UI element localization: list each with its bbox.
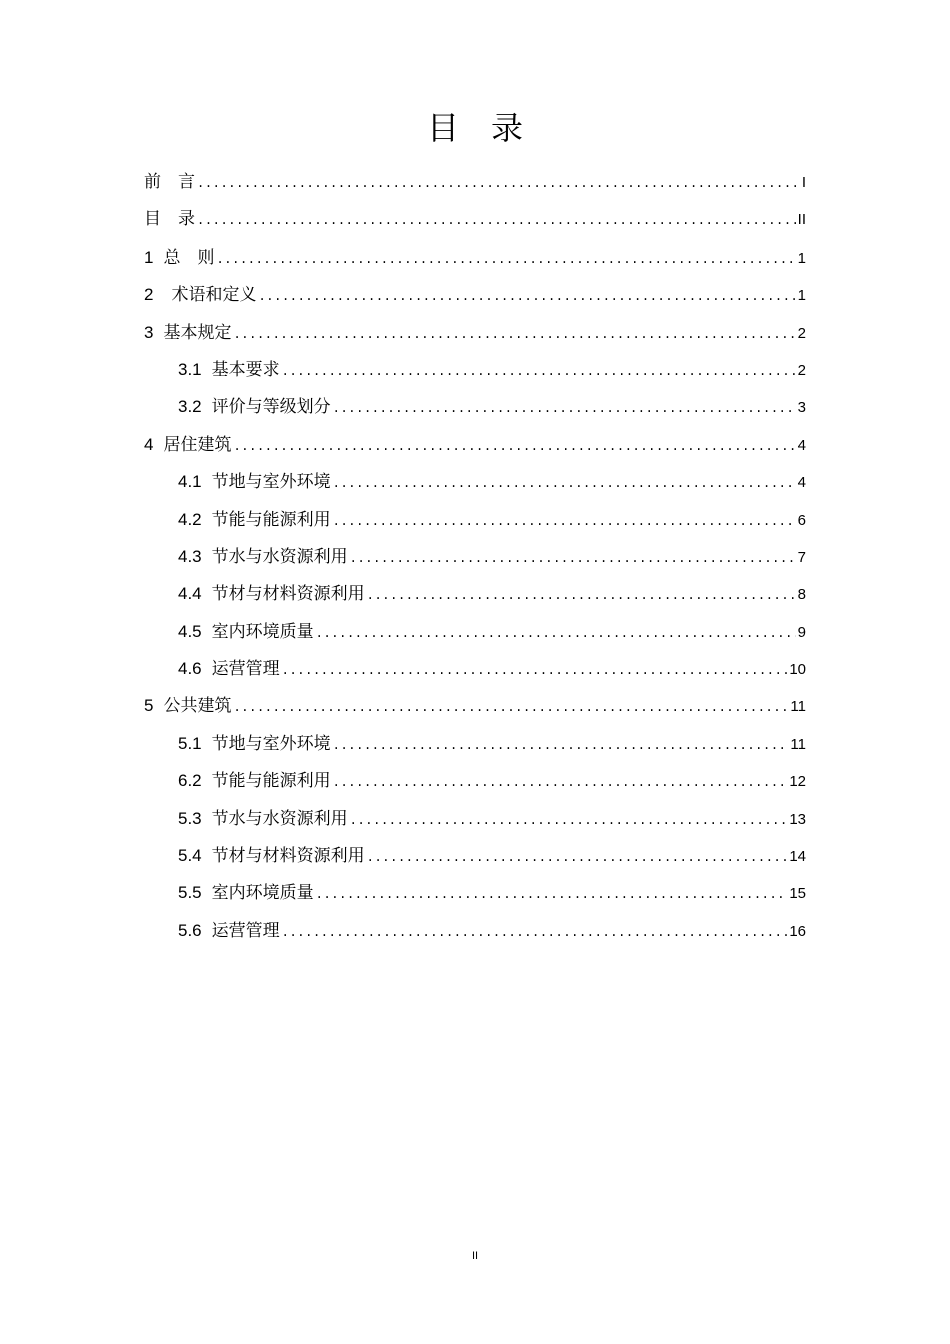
toc-leader-dots [316,876,788,913]
toc-entry-number: 2 [144,285,154,305]
toc-entry-label: 评价与等级划分 [211,397,331,418]
toc-entry-label: 节能与能源利用 [211,509,331,530]
toc-entry-label: 公共建筑 [163,696,232,717]
toc-leader-dots [233,428,795,465]
toc-entry-label: 运营管理 [211,659,280,680]
toc-entry-4[interactable] [144,426,806,463]
toc-entry-contents[interactable] [144,201,806,238]
toc-entry-5[interactable] [144,687,806,724]
toc-entry-label: 前 言 [144,172,195,192]
toc-leader-dots [367,839,788,876]
toc-entry-page: I [801,174,806,191]
toc-entry-number: 4.6 [178,659,202,679]
toc-entry-page: 6 [797,511,806,529]
toc-leader-dots [282,353,796,390]
toc-entry-page: 4 [797,474,806,492]
toc-entry-page: 1 [797,249,806,267]
toc-entry-number: 3.1 [178,359,202,379]
toc-entry-1[interactable] [144,239,806,276]
toc-entry-label: 基本规定 [163,322,232,343]
toc-entry-number: 5.6 [178,920,202,940]
toc-entry-4-1[interactable] [144,463,806,500]
toc-entry-number: 6.2 [178,771,202,791]
toc-entry-page: 8 [797,586,806,604]
toc-entry-number: 5.1 [178,733,202,753]
toc-leader-dots [233,689,788,726]
toc-entry-label: 运营管理 [211,920,280,941]
toc-entry-5-4[interactable] [144,837,806,874]
toc-leader-dots [333,465,796,502]
toc-entry-number: 5.3 [178,808,202,828]
toc-entry-label: 室内环境质量 [211,883,314,904]
toc-entry-label: 总 则 [163,247,215,268]
toc-entry-page: 1 [797,287,806,305]
toc-entry-number: 3 [144,322,154,342]
toc-entry-4-3[interactable] [144,538,806,575]
page-number-footer: II [471,1250,479,1262]
toc-leader-dots [350,540,796,577]
toc-entry-preface[interactable] [144,164,806,201]
toc-leader-dots [333,764,788,801]
toc-entry-number: 4.2 [178,509,202,529]
toc-entry-page: 11 [790,735,806,753]
toc-entry-5-1[interactable] [144,725,806,762]
toc-entry-page: 12 [789,773,806,791]
toc-leader-dots [258,278,795,315]
toc-leader-dots [316,615,796,652]
page-title: 目 录 [426,109,523,147]
toc-entry-page: 2 [797,324,806,342]
toc-entry-label: 目 录 [144,209,195,230]
toc-entry-number: 4.5 [178,621,202,641]
toc-entry-page: 13 [789,810,806,828]
toc-entry-page: 10 [789,661,806,679]
toc-leader-dots [367,577,796,614]
toc-entry-4-4[interactable] [144,575,806,612]
toc-leader-dots [333,503,796,540]
toc-leader-dots [216,241,795,278]
toc-entry-page: 11 [790,698,806,716]
toc-entry-label: 术语和定义 [171,285,257,306]
toc-entry-number: 5 [144,696,154,716]
toc-leader-dots [233,316,795,353]
toc-entry-label: 节能与能源利用 [211,771,331,792]
toc-entry-3-1[interactable] [144,351,806,388]
toc-entry-number: 4.1 [178,472,202,492]
toc-leader-dots [350,802,788,839]
toc-leader-dots [333,390,796,427]
toc-entry-6-2[interactable] [144,762,806,799]
toc-entry-label: 节地与室外环境 [211,472,331,493]
table-of-contents [144,164,806,949]
toc-entry-label: 节材与材料资源利用 [211,584,365,605]
toc-entry-page: 16 [789,922,806,940]
toc-entry-2[interactable] [144,276,806,313]
toc-entry-page: 3 [797,399,806,417]
toc-entry-number: 5.5 [178,883,202,903]
toc-entry-label: 居住建筑 [163,434,232,455]
toc-entry-4-6[interactable] [144,650,806,687]
toc-entry-label: 基本要求 [211,359,280,380]
toc-entry-page: 7 [797,548,806,566]
toc-entry-5-6[interactable] [144,912,806,949]
toc-entry-page: 9 [797,623,806,641]
toc-entry-page: 4 [797,436,806,454]
toc-leader-dots [197,202,796,239]
toc-leader-dots [282,914,788,951]
toc-entry-label: 节水与水资源利用 [211,808,348,829]
toc-entry-4-5[interactable] [144,613,806,650]
toc-entry-label: 室内环境质量 [211,621,314,642]
toc-entry-page: 2 [797,361,806,379]
toc-entry-number: 5.4 [178,846,202,866]
toc-entry-5-5[interactable] [144,874,806,911]
toc-leader-dots [197,165,800,202]
toc-entry-label: 节地与室外环境 [211,733,331,754]
toc-entry-page: II [797,211,806,229]
toc-entry-page: 14 [789,848,806,866]
toc-entry-4-2[interactable] [144,501,806,538]
toc-entry-label: 节材与材料资源利用 [211,846,365,867]
toc-entry-5-3[interactable] [144,800,806,837]
toc-entry-3[interactable] [144,314,806,351]
toc-entry-page: 15 [789,885,806,903]
toc-leader-dots [333,727,789,764]
toc-entry-number: 4.3 [178,546,202,566]
toc-entry-number: 3.2 [178,397,202,417]
toc-entry-number: 1 [144,247,154,267]
toc-entry-3-2[interactable] [144,388,806,425]
toc-entry-number: 4.4 [178,584,202,604]
toc-entry-number: 4 [144,434,154,454]
toc-entry-label: 节水与水资源利用 [211,546,348,567]
toc-leader-dots [282,652,788,689]
